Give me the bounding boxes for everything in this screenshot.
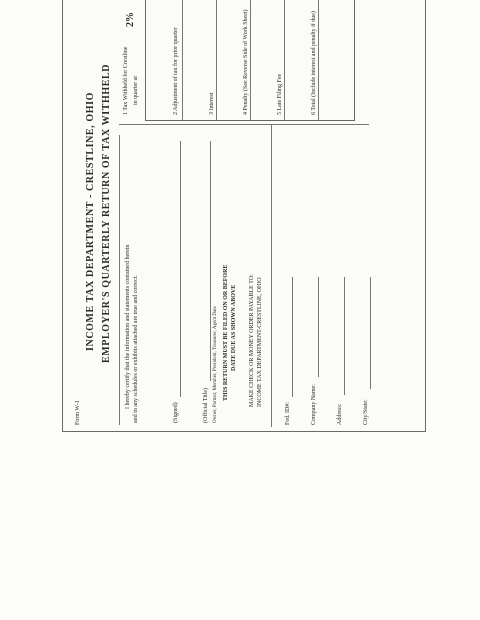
line-6-label: 6 Total (Include interest and penalty if due) bbox=[311, 11, 317, 115]
signed-label: (Signed) bbox=[173, 402, 179, 423]
official-title-label: (Official Title) bbox=[203, 387, 209, 423]
company-name-label: Company Name: bbox=[311, 384, 317, 425]
form-number: Form W-1 bbox=[75, 400, 81, 425]
form-title-2: EMPLOYER'S QUARTERLY RETURN OF TAX WITHHELD bbox=[101, 63, 112, 363]
file-deadline-2: DATE DUE AS SHOWN ABOVE bbox=[231, 284, 237, 371]
certify-text-2: and in any schedules or exhibits attached are true and correct. bbox=[133, 275, 139, 423]
tax-rate: 2% bbox=[125, 12, 136, 27]
line-5-label: 5 Late Filing Fee bbox=[277, 73, 283, 115]
city-state-field[interactable] bbox=[370, 277, 371, 389]
file-deadline-1: THIS RETURN MUST BE FILED ON OR BEFORE bbox=[223, 264, 229, 401]
address-field[interactable] bbox=[344, 277, 345, 395]
line-2-label: 2 Adjustment of tax for prior quarter bbox=[173, 27, 179, 115]
line-1-sublabel: in quarter at bbox=[133, 76, 139, 105]
line-4-label: 4 Penalty (See Reverse Side of Work Sheet) bbox=[243, 9, 249, 115]
fed-id-field[interactable] bbox=[292, 277, 293, 397]
certify-text-1: I hereby certify that the information and statements contained herein bbox=[125, 244, 131, 409]
official-title-line[interactable] bbox=[210, 141, 211, 381]
tax-return-form bbox=[62, 0, 426, 432]
address-label: Address: bbox=[337, 403, 343, 425]
check-payable-1: MAKE CHECK OR MONEY ORDER PAYABLE TO: bbox=[249, 274, 255, 407]
fed-id-label: Fed. ID#: bbox=[285, 402, 291, 425]
signature-line[interactable] bbox=[180, 141, 181, 397]
city-state-label: City/State: bbox=[363, 399, 369, 425]
form-title-1: INCOME TAX DEPARTMENT - CRESTLINE, OHIO bbox=[85, 91, 96, 351]
check-payable-2: INCOME TAX DEPARTMENT-CRESTLINE, OHIO bbox=[257, 277, 263, 407]
title-options: Owner, Partner, Member, President, Treasurer, Agent Date bbox=[213, 306, 218, 423]
line-1-label: 1 Tax Withheld for Crestline bbox=[123, 46, 129, 115]
line-3-label: 3 Interest bbox=[209, 92, 215, 115]
company-name-field[interactable] bbox=[318, 277, 319, 377]
